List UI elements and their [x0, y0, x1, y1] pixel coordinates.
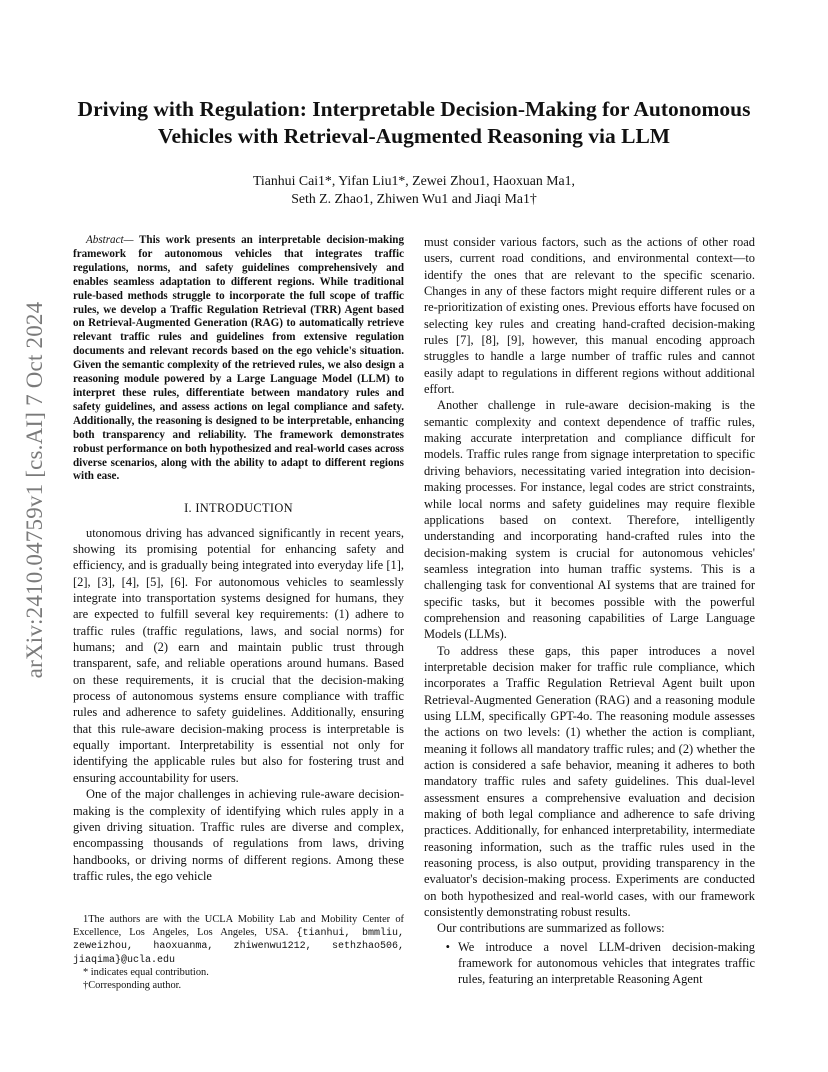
abstract	[73, 234, 404, 484]
bullet-icon: •	[445, 939, 450, 954]
contribution-list-item	[424, 939, 755, 988]
paragraph-text: utonomous driving has advanced significantly in recent years, showing its promising potential for enhancing safety and efficiency, and is gradually being integrated into everyday life [1], [2], [3], [4], [5], [6]. For autonomous vehicles to seamlessly integrate into transportation systems designed for humans, they are expected to fulfill several key requirements: (1) adhere to traffic rules (traffic regulations, laws, and social norms) for humans; and (2) earn and maintain public trust through transparent, safe, and reliable operations around humans. Based on these requirements, it is crucial that the decision-making process of autonomous systems ensure compliance with traffic rules and adherence to safety guidelines. Additionally, ensuring that this rule-aware decision-making process is interpretable is equally important. Interpretability is essential not only for identifying the applicable rules but also for fostering trust and ensuring accountability for users.	[73, 525, 404, 785]
arxiv-sidebar	[22, 300, 48, 680]
authors-line-1: Tianhui Cai1*, Yifan Liu1*, Zewei Zhou1, Haoxuan Ma1,	[252, 173, 575, 188]
intro-paragraph-3: must consider various factors, such as the actions of other road users, current road conditions, and environmental context—to identify the ones that are relevant to the specific scenario. Changes in any of these factors might require different rules or a re-prioritization of existing ones. Previous efforts have focused on selecting key rules and creating hand-crafted decision-making rules [7], [8], [9], however, this manual encoding approach struggles to handle a large number of traffic rules and cannot easily adapt to regulations in different regions without additional effort.	[424, 235, 755, 397]
abstract-text: This work presents an interpretable decision-making framework for autonomous vehicles that integrates traffic regulations, norms, and safety guidelines comprehensively and enables seamless adaptation to different regions. While traditional rule-based methods struggle to incorporate the full scope of traffic rules, we develop a Traffic Regulation Retrieval (TRR) Agent based on Retrieval-Augmented Generation (RAG) to automatically retrieve relevant traffic rules and guidelines from extensive regulation documents and relevant records based on the ego vehicle's situation. Given the semantic complexity of the retrieved rules, we also design a reasoning module powered by a Large Language Model (LLM) to interpret these rules, differentiate between mandatory rules and safety guidelines, and assess actions on legal compliance and safety. Additionally, the reasoning is designed to be interpretable, enhancing both transparency and reliability. The framework demonstrates robust performance on both hypothesized and real-world cases across diverse scenarios, along with the ability to adapt to different regions with ease.	[73, 234, 404, 483]
footnote-affiliation-text: 1The authors are with the UCLA Mobility Lab and Mobility Center of Excellence, Los Angeles, Los Angeles, USA.	[73, 914, 404, 938]
intro-paragraph-1	[73, 525, 404, 787]
intro-paragraph-4: Another challenge in rule-aware decision-making is the semantic complexity and context dependence of traffic rules, making accurate interpretation and compliance difficult for models. Traffic rules range from signage interpretation to specific driving behaviors, necessitating varied integration into decision-making processes. For instance, legal codes are strict constraints, while local norms and safety guidelines may require flexible applications based on context. Therefore, intelligently understanding and incorporating hand-crafted rules into the decision-making system is crucial for autonomous vehicles' seamless integration into human traffic systems. This is a challenging task for conventional AI systems that are trained for specific tasks, but it becomes possible with the powerful comprehension and reasoning capabilities of Large Language Models (LLMs).	[424, 398, 755, 642]
arxiv-identifier: arXiv:2410.04759v1 [cs.AI] 7 Oct 2024	[22, 301, 47, 679]
footnote-affiliation	[73, 914, 404, 967]
footnote-corresponding: †Corresponding author.	[83, 979, 182, 991]
footnotes	[73, 914, 404, 993]
left-column	[73, 234, 404, 884]
right-column	[424, 234, 755, 988]
intro-paragraph-2: One of the major challenges in achieving rule-aware decision-making is the complexity of identifying which rules apply in a given driving situation. Traffic rules are diverse and complex, encompassing thousands of regulations from laws, driving handbooks, or driving norms of different regions. Among these traffic rules, the ego vehicle	[73, 787, 404, 883]
intro-paragraph-5: To address these gaps, this paper introduces a novel interpretable decision maker for traffic rule compliance, which incorporates a Traffic Regulation Retrieval Agent built upon Retrieval-Augmented Generation (RAG) and a reasoning module using LLM, specifically GPT-4o. The reasoning module assesses the actions on two levels: (1) whether the action is compliant, meaning it follows all mandatory traffic rules; and (2) whether the action is considered a safe behavior, meaning it adheres to both mandatory traffic rules and safety guidelines. This dual-level assessment ensures a comprehensive evaluation and decision making of both legal compliance and adherence to safe driving practices. Additionally, for enhanced interpretability, intermediate reasoning information, such as the traffic rules used in the reasoning process, is also output, providing transparency in the evaluator's decision-making process. Experiments are conducted on both hypothesized and real-world cases, with our framework consistently demonstrating robust results.	[424, 643, 755, 920]
contribution-text: We introduce a novel LLM-driven decision-making framework for autonomous vehicles that integrates traffic rules, featuring an interpretable Reasoning Agent	[458, 939, 755, 987]
authors-line-2: Seth Z. Zhao1, Zhiwen Wu1 and Jiaqi Ma1†	[291, 191, 537, 206]
section-heading: I. INTRODUCTION	[184, 501, 293, 516]
paper-title: Driving with Regulation: Interpretable Decision-Making for Autonomous Vehicles with Retrieval-Augmented Reasoning via LLM	[77, 97, 751, 148]
intro-paragraph-6: Our contributions are summarized as follows:	[437, 921, 665, 936]
footnote-emails: {tianhui, bmmliu, zeweizhou, haoxuanma, zhiwenwu1212, sethzhao506, jiaqima}@ucla.edu	[73, 927, 404, 966]
footnote-equal-contribution: * indicates equal contribution.	[83, 967, 209, 979]
abstract-label: Abstract—	[86, 234, 134, 246]
author-list	[40, 172, 788, 208]
